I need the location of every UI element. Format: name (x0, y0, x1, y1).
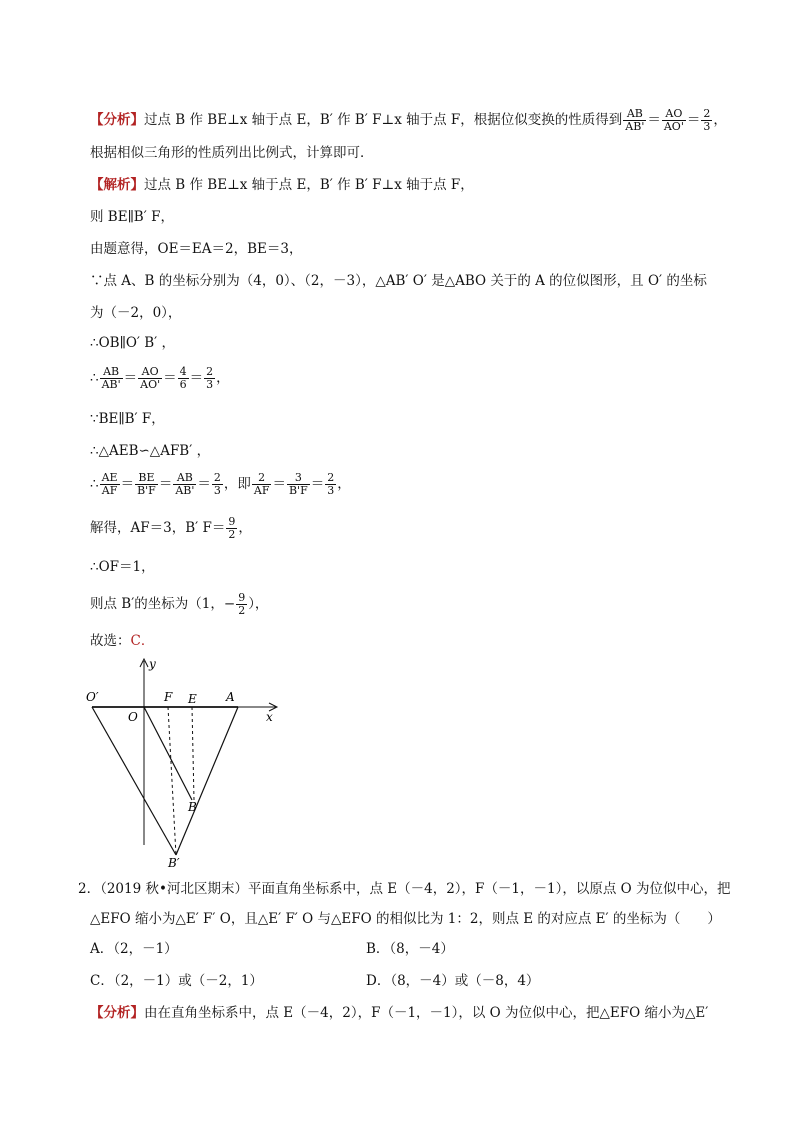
label-oprime: O′ (86, 690, 99, 704)
question2-line-1: 2．（2019 秋•河北区期末）平面直角坐标系中，点 E（－4，2），F（－1，－1），以原点 O 为位似中心，把 (78, 881, 731, 897)
label-f: F (164, 690, 173, 704)
solution-line-7: ∴ $\frac{AB}{AB'}$ ＝ $\frac{AO}{AO'}$ ＝ $\frac{4}{6}$ ＝ $\frac{2}{3}$ ， (90, 365, 230, 391)
fraction: $\frac{AO}{AO'}$ (663, 107, 684, 133)
option-c[interactable]: C．（2，－1）或（－2，1） (90, 973, 263, 989)
label-b: B (188, 800, 197, 814)
solution-tag: 【解析】 (90, 177, 144, 193)
segment-a-bprime (176, 707, 238, 855)
solution-answer: 故选：C． (90, 633, 155, 649)
label-a: A (226, 690, 235, 704)
solution-line-3: 由题意得，OE＝EA＝2，BE＝3， (90, 241, 303, 257)
label-o: O (128, 710, 138, 724)
analysis-line-2: 根据相似三角形的性质列出比例式，计算即可． (90, 145, 374, 161)
label-bprime: B′ (168, 856, 180, 870)
option-d[interactable]: D．（8，－4）或（－8，4） (366, 973, 540, 989)
label-x: x (266, 710, 273, 724)
geometry-figure (80, 655, 300, 870)
segment-o-b (144, 707, 192, 800)
solution-line-12: ∴OF＝1， (90, 559, 155, 575)
solution-line-10: ∴ $\frac{AE}{AF}$ ＝ $\frac{BE}{B'F}$ ＝ $\frac{AB}{AB'}$ ＝ $\frac{2}{3}$ ，即 $\frac{2}{AF}$ ＝ $\frac{3}{B'F}$ ＝ $\frac{2}{3}$ ， (90, 471, 351, 497)
answer-choice: C． (130, 633, 155, 649)
analysis-tag: 【分析】 (90, 112, 144, 128)
solution-line-13: 则点 B′的坐标为（1，− $\frac{9}{2}$ ）， (90, 591, 269, 617)
dashed-e-b (192, 707, 194, 800)
fraction: $\frac{AB}{AB'}$ (625, 107, 645, 133)
label-y: y (149, 657, 156, 671)
question2-line-2: △EFO 缩小为△E′ F′ O，且△E′ F′ O 与△EFO 的相似比为 1：2，则点 E 的对应点 E′ 的坐标为（ ） (90, 911, 721, 927)
solution-line-11: 解得，AF＝3，B′ F＝ $\frac{9}{2}$ ， (90, 515, 252, 541)
label-e: E (188, 692, 197, 706)
solution-line-1: 【解析】过点 B 作 BE⊥x 轴于点 E，B′ 作 B′ F⊥x 轴于点 F， (90, 177, 474, 193)
segment-oprime-bprime (92, 707, 176, 855)
analysis-text: 过点 B 作 BE⊥x 轴于点 E，B′ 作 B′ F⊥x 轴于点 F，根据位似变换的性质得到 (144, 112, 623, 128)
question2-analysis: 【分析】由在直角坐标系中，点 E（－4，2），F（－1，－1），以 O 为位似中心，把△EFO 缩小为△E′ (90, 1005, 709, 1021)
fraction: $\frac{2}{3}$ (703, 107, 711, 133)
solution-line-5: 为（－2，0）， (90, 305, 182, 321)
option-a[interactable]: A．（2，－1） (90, 941, 178, 957)
analysis-line-1: 【分析】过点 B 作 BE⊥x 轴于点 E，B′ 作 B′ F⊥x 轴于点 F，根据位似变换的性质得到 $\frac{AB}{AB'}$ ＝ $\frac{AO}{AO'}$ ＝ $\frac{2}{3}$ ， (90, 107, 727, 133)
solution-line-4: ∵点 A、B 的坐标分别为（4，0）、（2，－3），△AB′ O′ 是△ABO 关于的 A 的位似图形，且 O′ 的坐标 (90, 273, 707, 289)
solution-line-6: ∴OB∥O′ B′ ， (90, 335, 176, 351)
option-b[interactable]: B．（8，－4） (366, 941, 454, 957)
dashed-f-bprime (168, 707, 176, 855)
solution-line-2: 则 BE∥B′ F， (90, 209, 174, 225)
solution-line-8: ∵BE∥B′ F， (90, 411, 165, 427)
solution-line-9: ∴△AEB∽△AFB′ ， (90, 443, 211, 459)
